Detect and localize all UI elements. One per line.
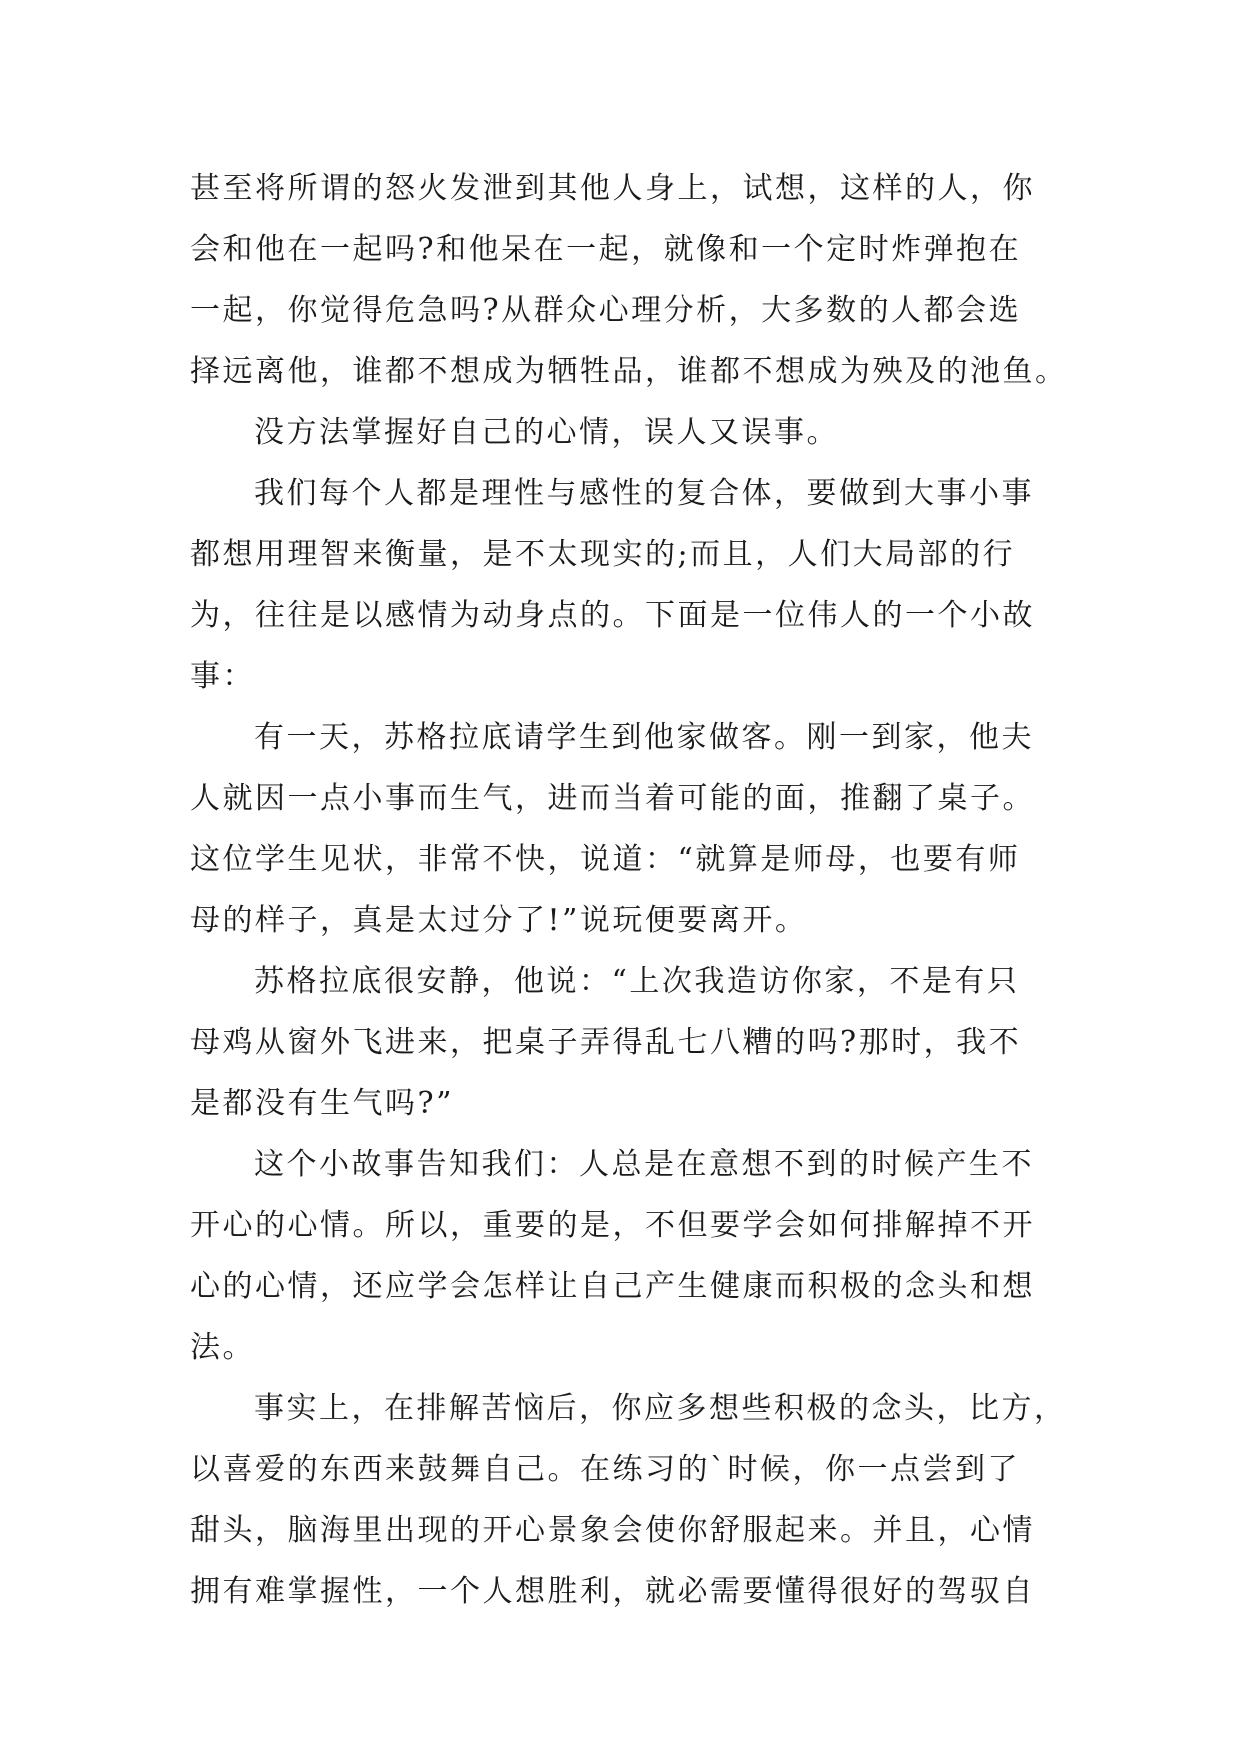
text-line: 都想用理智来衡量，是不太现实的;而且，人们大局部的行 <box>190 537 1016 572</box>
text-line: 一起，你觉得危急吗?从群众心理分析，大多数的人都会选 <box>190 293 1022 328</box>
text-line: 没方法掌握好自己的心情，误人又误事。 <box>254 415 839 450</box>
text-line: 为，往往是以感情为动身点的。下面是一位伟人的一个小故 <box>190 598 1035 633</box>
paragraph-4 <box>190 707 1060 951</box>
paragraph-6 <box>190 1134 1060 1378</box>
text-line: 法。 <box>190 1330 255 1365</box>
text-line: 开心的心情。所以，重要的是，不但要学会如何排解掉不开 <box>190 1208 1035 1243</box>
text-line: 择远离他，谁都不想成为牺牲品，谁都不想成为殃及的池鱼。 <box>190 354 1068 389</box>
text-line: 我们每个人都是理性与感性的复合体，要做到大事小事 <box>254 476 1034 511</box>
paragraph-2 <box>190 402 1060 463</box>
paragraph-7 <box>190 1378 1067 1622</box>
paragraph-3 <box>190 463 1060 707</box>
text-line: 会和他在一起吗?和他呆在一起，就像和一个定时炸弹抱在 <box>190 232 1022 267</box>
text-line: 拥有难掌握性，一个人想胜利，就必需要懂得很好的驾驭自 <box>190 1574 1035 1609</box>
text-line: 以喜爱的东西来鼓舞自己。在练习的`时候，你一点尝到了 <box>190 1452 1020 1487</box>
text-line: 这位学生见状，非常不快，说道：“就算是师母，也要有师 <box>190 842 1021 877</box>
text-line: 有一天，苏格拉底请学生到他家做客。刚一到家，他夫 <box>254 720 1034 755</box>
text-line: 苏格拉底很安静，他说：“上次我造访你家，不是有只 <box>254 964 1020 999</box>
text-line: 母的样子，真是太过分了!”说玩便要离开。 <box>190 903 808 938</box>
text-line: 甜头，脑海里出现的开心景象会使你舒服起来。并且，心情 <box>190 1513 1035 1548</box>
paragraph-5 <box>190 951 1060 1134</box>
text-line: 是都没有生气吗?” <box>190 1086 454 1121</box>
text-line: 这个小故事告知我们：人总是在意想不到的时候产生不 <box>254 1147 1034 1182</box>
text-line: 人就因一点小事而生气，进而当着可能的面，推翻了桌子。 <box>190 781 1035 816</box>
paragraph-1 <box>190 158 1068 402</box>
text-line: 母鸡从窗外飞进来，把桌子弄得乱七八糟的吗?那时，我不 <box>190 1025 1022 1060</box>
text-line: 心的心情，还应学会怎样让自己产生健康而积极的念头和想 <box>190 1269 1035 1304</box>
text-line: 事： <box>190 659 255 694</box>
text-line: 甚至将所谓的怒火发泄到其他人身上，试想，这样的人，你 <box>190 171 1035 206</box>
text-line: 事实上，在排解苦恼后，你应多想些积极的念头，比方， <box>254 1391 1067 1426</box>
document-body <box>190 158 1068 1622</box>
